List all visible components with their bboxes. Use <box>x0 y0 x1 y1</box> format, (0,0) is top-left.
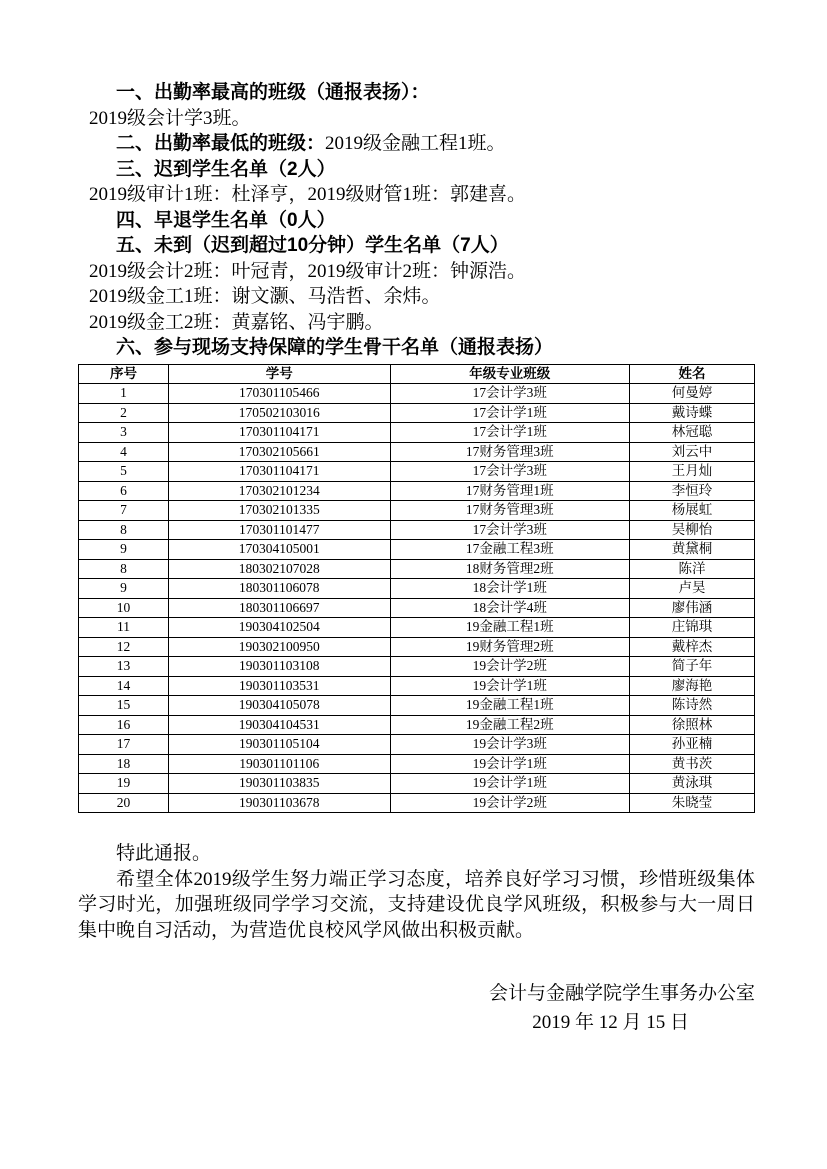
cell-student-id: 170301104171 <box>168 423 390 443</box>
cell-name: 黄黛桐 <box>629 540 754 560</box>
lowest-attendance-class: 2019级金融工程1班。 <box>325 133 506 154</box>
cell-class: 17会计学3班 <box>390 462 629 482</box>
cell-student-id: 180302107028 <box>168 559 390 579</box>
cell-name: 简子年 <box>629 657 754 677</box>
cell-index: 9 <box>79 540 169 560</box>
cell-name: 徐照林 <box>629 715 754 735</box>
cell-student-id: 190301103108 <box>168 657 390 677</box>
closing-statement: 特此通报。 <box>116 843 212 864</box>
table-row <box>79 676 755 696</box>
cell-name: 陈诗然 <box>629 696 754 716</box>
cell-student-id: 170302101234 <box>168 481 390 501</box>
cell-class: 19会计学3班 <box>390 735 629 755</box>
cell-index: 13 <box>79 657 169 677</box>
cell-student-id: 180301106697 <box>168 598 390 618</box>
table-header-row <box>79 364 755 384</box>
heading-support-staff: 六、参与现场支持保障的学生骨干名单（通报表扬） <box>116 337 554 358</box>
cell-name: 李恒玲 <box>629 481 754 501</box>
table-row <box>79 696 755 716</box>
cell-index: 2 <box>79 403 169 423</box>
cell-student-id: 190304105078 <box>168 696 390 716</box>
table-row <box>79 657 755 677</box>
table-row <box>79 403 755 423</box>
cell-index: 5 <box>79 462 169 482</box>
cell-class: 17财务管理3班 <box>390 501 629 521</box>
table-row <box>79 540 755 560</box>
cell-name: 刘云中 <box>629 442 754 462</box>
cell-class: 19会计学1班 <box>390 676 629 696</box>
heading-early-leave-students: 四、早退学生名单（0人） <box>116 209 336 231</box>
cell-index: 1 <box>79 384 169 404</box>
table-row <box>79 637 755 657</box>
cell-index: 8 <box>79 520 169 540</box>
table-row <box>79 793 755 813</box>
col-header-student-id: 学号 <box>168 364 390 384</box>
cell-index: 20 <box>79 793 169 813</box>
cell-class: 18会计学4班 <box>390 598 629 618</box>
cell-class: 17会计学1班 <box>390 423 629 443</box>
closing-paragraph: 希望全体2019级学生努力端正学习态度，培养良好学习习惯，珍惜班级集体学习时光，加强班级同学学习交流，支持建设优良学风班级，积极参与大一周日集中晚自习活动，为营造优良校风学风做出积极贡献。 <box>78 868 755 942</box>
table-row <box>79 384 755 404</box>
cell-name: 孙亚楠 <box>629 735 754 755</box>
cell-name: 陈洋 <box>629 559 754 579</box>
cell-student-id: 190301101106 <box>168 754 390 774</box>
cell-index: 9 <box>79 579 169 599</box>
cell-name: 吴柳怡 <box>629 520 754 540</box>
cell-student-id: 190301105104 <box>168 735 390 755</box>
cell-index: 10 <box>79 598 169 618</box>
table-row <box>79 501 755 521</box>
cell-index: 16 <box>79 715 169 735</box>
table-row <box>79 774 755 794</box>
cell-class: 19会计学2班 <box>390 657 629 677</box>
cell-index: 4 <box>79 442 169 462</box>
cell-student-id: 170301101477 <box>168 520 390 540</box>
cell-class: 19会计学2班 <box>390 793 629 813</box>
table-row <box>79 481 755 501</box>
cell-student-id: 170502103016 <box>168 403 390 423</box>
absent-students-list-3: 2019级金工2班：黄嘉铭、冯宇鹏。 <box>89 311 384 333</box>
table-row <box>79 442 755 462</box>
cell-name: 杨展虹 <box>629 501 754 521</box>
cell-index: 11 <box>79 618 169 638</box>
document-content <box>78 80 755 1037</box>
cell-class: 19金融工程1班 <box>390 618 629 638</box>
cell-student-id: 190302100950 <box>168 637 390 657</box>
cell-student-id: 190301103835 <box>168 774 390 794</box>
cell-index: 17 <box>79 735 169 755</box>
cell-index: 3 <box>79 423 169 443</box>
cell-student-id: 170302105661 <box>168 442 390 462</box>
cell-class: 19财务管理2班 <box>390 637 629 657</box>
absent-students-list-1: 2019级会计2班：叶冠青，2019级审计2班：钟源浩。 <box>89 260 527 282</box>
cell-name: 黄书茨 <box>629 754 754 774</box>
table-row <box>79 735 755 755</box>
cell-name: 黄泳琪 <box>629 774 754 794</box>
heading-lowest-attendance-line <box>78 131 755 157</box>
cell-name: 戴梓杰 <box>629 637 754 657</box>
cell-class: 19金融工程1班 <box>390 696 629 716</box>
cell-class: 17财务管理1班 <box>390 481 629 501</box>
cell-student-id: 190301103678 <box>168 793 390 813</box>
highest-attendance-class: 2019级会计学3班。 <box>89 107 251 129</box>
cell-class: 18财务管理2班 <box>390 559 629 579</box>
cell-student-id: 170302101335 <box>168 501 390 521</box>
table-row <box>79 715 755 735</box>
table-row <box>79 462 755 482</box>
signature-date: 2019 年 12 月 15 日 <box>532 1011 689 1033</box>
cell-class: 19会计学1班 <box>390 774 629 794</box>
cell-student-id: 190304104531 <box>168 715 390 735</box>
col-header-index: 序号 <box>79 364 169 384</box>
cell-name: 朱晓莹 <box>629 793 754 813</box>
cell-class: 17会计学3班 <box>390 384 629 404</box>
signature-office: 会计与金融学院学生事务办公室 <box>488 982 755 1004</box>
table-row <box>79 618 755 638</box>
heading-highest-attendance: 一、出勤率最高的班级（通报表扬）： <box>116 82 430 103</box>
cell-class: 17财务管理3班 <box>390 442 629 462</box>
cell-name: 王月灿 <box>629 462 754 482</box>
cell-name: 卢昊 <box>629 579 754 599</box>
cell-student-id: 170301105466 <box>168 384 390 404</box>
cell-index: 18 <box>79 754 169 774</box>
cell-student-id: 190301103531 <box>168 676 390 696</box>
cell-name: 庄锦琪 <box>629 618 754 638</box>
cell-name: 戴诗蝶 <box>629 403 754 423</box>
cell-class: 19金融工程2班 <box>390 715 629 735</box>
cell-index: 12 <box>79 637 169 657</box>
cell-student-id: 180301106078 <box>168 579 390 599</box>
cell-student-id: 190304102504 <box>168 618 390 638</box>
cell-class: 17金融工程3班 <box>390 540 629 560</box>
table-row <box>79 579 755 599</box>
cell-student-id: 170301104171 <box>168 462 390 482</box>
notice-body <box>78 80 755 361</box>
cell-class: 18会计学1班 <box>390 579 629 599</box>
late-students-list: 2019级审计1班：杜泽亨，2019级财管1班：郭建喜。 <box>89 184 527 205</box>
cell-class: 17会计学1班 <box>390 403 629 423</box>
col-header-class: 年级专业班级 <box>390 364 629 384</box>
closing-section <box>78 841 755 944</box>
table-row <box>79 598 755 618</box>
signature-block <box>78 979 755 1037</box>
cell-index: 7 <box>79 501 169 521</box>
support-staff-table <box>78 364 755 814</box>
table-row <box>79 559 755 579</box>
cell-index: 14 <box>79 676 169 696</box>
cell-class: 19会计学1班 <box>390 754 629 774</box>
cell-index: 15 <box>79 696 169 716</box>
heading-late-students: 三、迟到学生名单（2人） <box>116 158 336 180</box>
cell-index: 19 <box>79 774 169 794</box>
cell-name: 何曼婷 <box>629 384 754 404</box>
cell-student-id: 170304105001 <box>168 540 390 560</box>
table-row <box>79 520 755 540</box>
heading-absent-students: 五、未到（迟到超过10分钟）学生名单（7人） <box>116 235 509 256</box>
cell-index: 6 <box>79 481 169 501</box>
cell-name: 廖海艳 <box>629 676 754 696</box>
cell-index: 8 <box>79 559 169 579</box>
table-row <box>79 423 755 443</box>
absent-students-list-2: 2019级金工1班：谢文灏、马浩哲、余炜。 <box>89 286 441 307</box>
cell-class: 17会计学3班 <box>390 520 629 540</box>
heading-lowest-attendance: 二、出勤率最低的班级： <box>116 133 326 154</box>
cell-name: 廖伟涵 <box>629 598 754 618</box>
col-header-name: 姓名 <box>629 364 754 384</box>
cell-name: 林冠聪 <box>629 423 754 443</box>
table-row <box>79 754 755 774</box>
